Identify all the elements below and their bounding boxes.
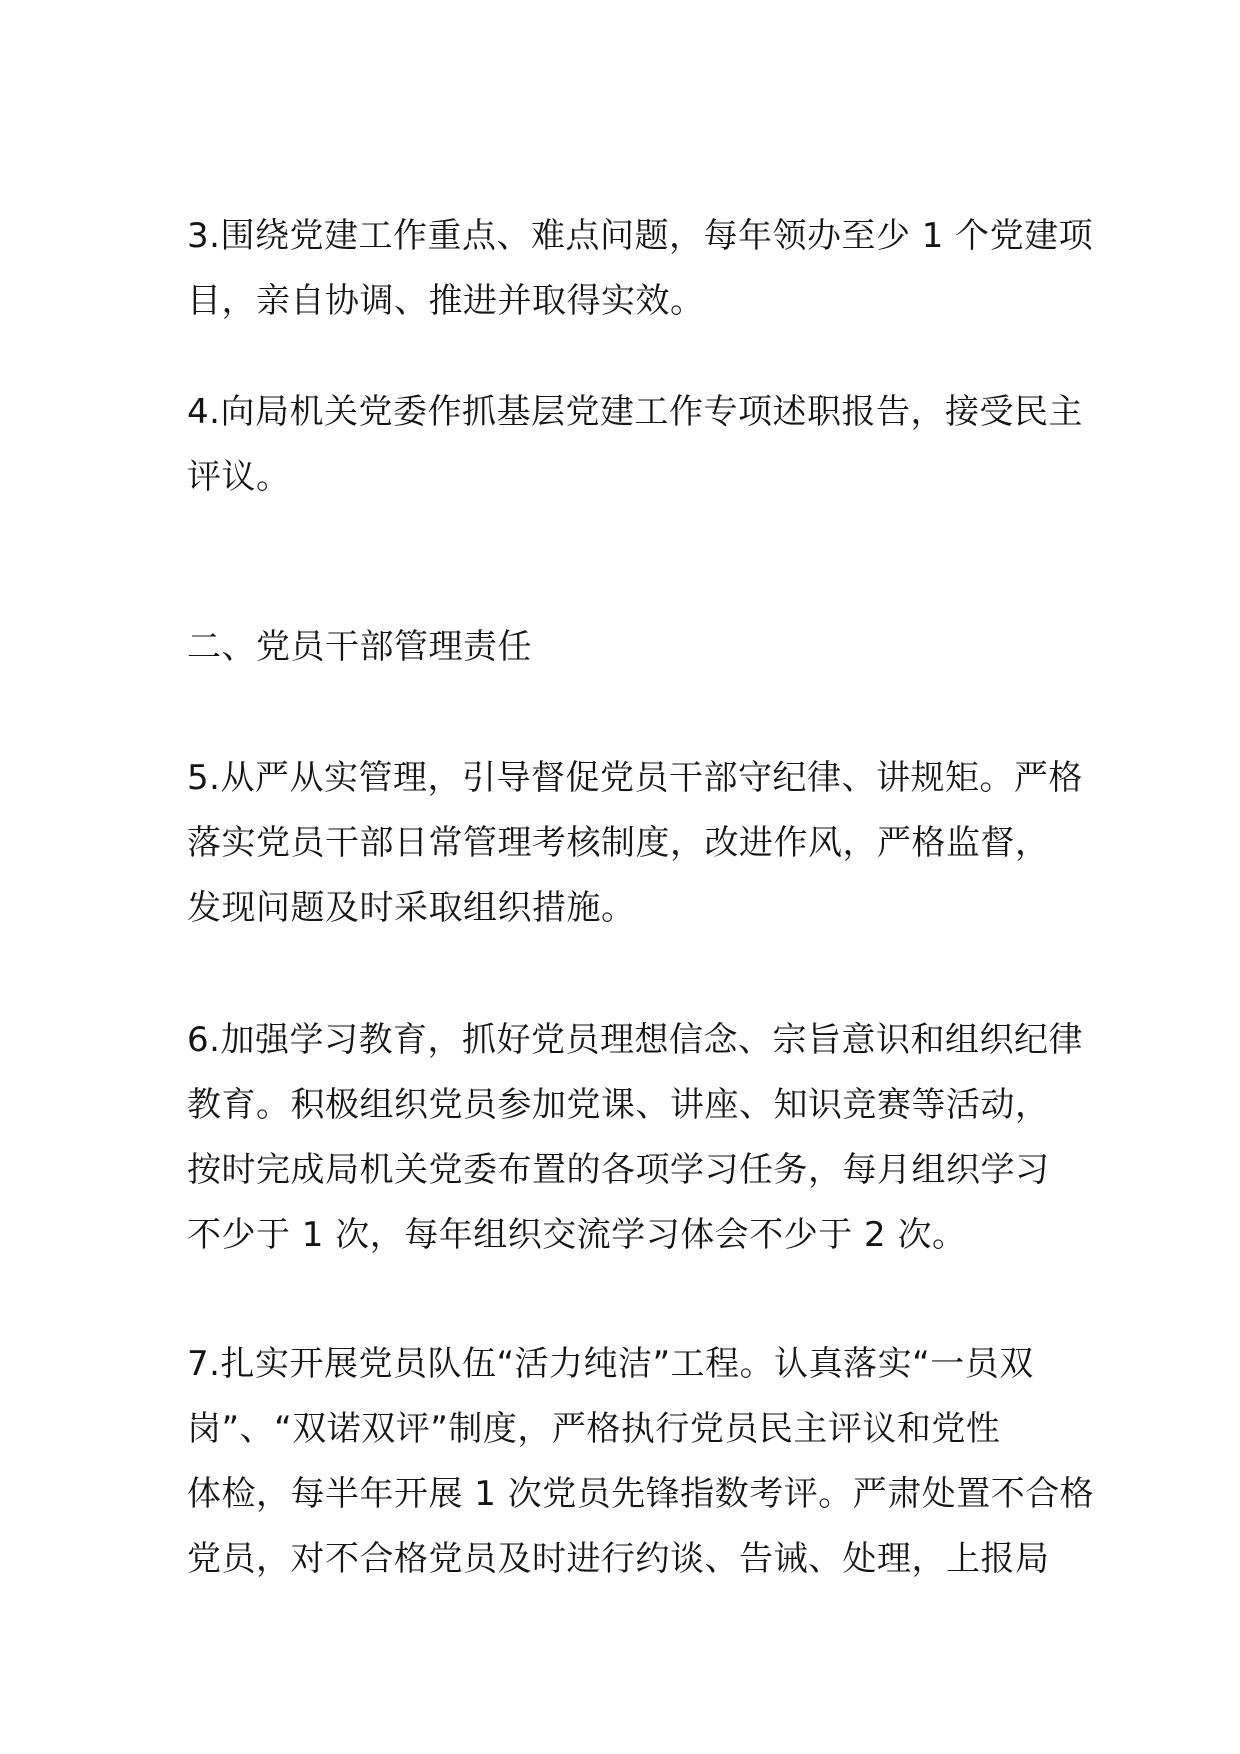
text-line: 岗”、“双诺双评”制度，严格执行党员民主评议和党性 [187,1409,1001,1449]
text-line: 体检，每半年开展 1 次党员先锋指数考评。严肃处置不合格 [187,1474,1095,1514]
text-line: 发现问题及时采取组织措施。 [187,888,636,928]
text-line: 评议。 [187,457,291,497]
text-line: 二、党员干部管理责任 [187,627,532,667]
paragraph-item-5 [187,746,1083,941]
text-line: 教育。积极组织党员参加党课、讲座、知识竞赛等活动， [187,1085,1050,1125]
text-line: 不少于 1 次，每年组织交流学习体会不少于 2 次。 [187,1215,967,1255]
text-line: 目，亲自协调、推进并取得实效。 [187,281,705,321]
text-line: 7.扎实开展党员队伍“活力纯洁”工程。认真落实“一员双 [187,1344,1034,1384]
text-line: 5.从严从实管理，引导督促党员干部守纪律、讲规矩。严格 [187,758,1083,798]
text-line: 4.向局机关党委作抓基层党建工作专项述职报告，接受民主 [187,392,1083,432]
text-line: 党员，对不合格党员及时进行约谈、告诫、处理，上报局 [187,1539,1050,1579]
text-line: 6.加强学习教育，抓好党员理想信念、宗旨意识和组织纪律 [187,1020,1083,1060]
paragraph-item-3 [187,204,1094,334]
paragraph-item-4 [187,380,1083,510]
paragraph-item-6 [187,1008,1083,1268]
text-line: 落实党员干部日常管理考核制度，改进作风，严格监督， [187,823,1050,863]
paragraph-item-7 [187,1332,1095,1592]
section-heading-party-cadre-management [187,615,1057,680]
text-line: 3.围绕党建工作重点、难点问题，每年领办至少 1 个党建项 [187,216,1094,256]
text-line: 按时完成局机关党委布置的各项学习任务，每月组织学习 [187,1150,1050,1190]
